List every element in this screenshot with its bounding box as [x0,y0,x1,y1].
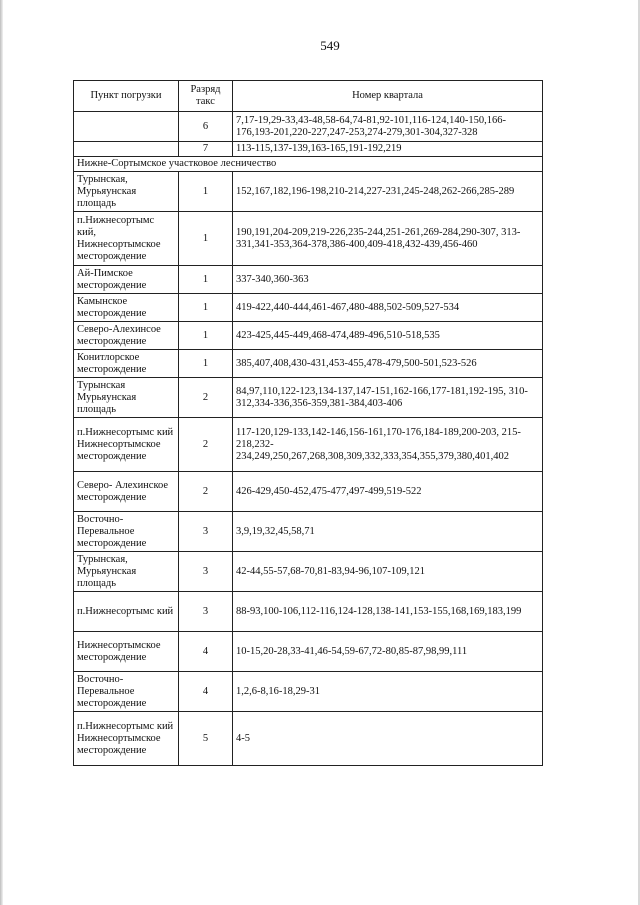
cell-loading-point: Северо-Алехинсоe месторождение [74,322,179,350]
cell-rate-class: 6 [179,112,233,142]
cell-loading-point: Турынская Мурьяунская площадь [74,378,179,418]
header-block-number: Номер квартала [233,81,543,112]
cell-block-numbers: 190,191,204-209,219-226,235-244,251-261,269-284,290-307, 313-331,341-353,364-378,386-400,409-418,432-439,456-460 [233,212,543,266]
page-number: 549 [320,38,340,53]
table-row [74,322,543,350]
cell-block-numbers: 3,9,19,32,45,58,71 [233,512,543,552]
table-row [74,418,543,472]
table-row [74,212,543,266]
cell-loading-point [74,112,179,142]
cell-block-numbers: 84,97,110,122-123,134-137,147-151,162-166,177-181,192-195, 310-312,334-336,356-359,381-384,403-406 [233,378,543,418]
cell-block-numbers: 4-5 [233,712,543,766]
cell-block-numbers: 42-44,55-57,68-70,81-83,94-96,107-109,121 [233,552,543,592]
section-title: Нижне-Сортымское участковое лесничество [74,157,543,172]
cell-loading-point: Нижнесортымское месторождение [74,632,179,672]
cell-rate-class: 7 [179,142,233,157]
header-loading-point: Пункт погрузки [74,81,179,112]
table-row [74,112,543,142]
cell-block-numbers: 337-340,360-363 [233,266,543,294]
cell-rate-class: 1 [179,212,233,266]
cell-block-numbers: 7,17-19,29-33,43-48,58-64,74-81,92-101,116-124,140-150,166-176,193-201,220-227,247-253,274-279,301-304,327-328 [233,112,543,142]
table-row [74,552,543,592]
cell-rate-class: 4 [179,632,233,672]
cell-block-numbers: 152,167,182,196-198,210-214,227-231,245-248,262-266,285-289 [233,172,543,212]
cell-block-numbers: 10-15,20-28,33-41,46-54,59-67,72-80,85-87,98,99,111 [233,632,543,672]
scan-left-edge [0,0,3,905]
table-row [74,157,543,172]
header-rate-class: Разряд такс [179,81,233,112]
cell-block-numbers: 117-120,129-133,142-146,156-161,170-176,184-189,200-203, 215-218,232- 234,249,250,267,268,308,309,332,333,354,355,379,380,401,402 [233,418,543,472]
logging-points-table [73,80,543,766]
cell-rate-class: 2 [179,378,233,418]
cell-rate-class: 1 [179,294,233,322]
cell-loading-point: Турынская, Мурьяунская площадь [74,552,179,592]
cell-block-numbers: 113-115,137-139,163-165,191-192,219 [233,142,543,157]
cell-loading-point: Ай-Пимское месторождение [74,266,179,294]
cell-rate-class: 2 [179,472,233,512]
table-row [74,142,543,157]
cell-rate-class: 3 [179,552,233,592]
table-row [74,378,543,418]
cell-loading-point: Северо- Алехинское месторождение [74,472,179,512]
cell-block-numbers: 419-422,440-444,461-467,480-488,502-509,527-534 [233,294,543,322]
cell-loading-point: Турынская, Мурьяунская площадь [74,172,179,212]
table-row [74,472,543,512]
cell-rate-class: 1 [179,322,233,350]
cell-loading-point: Конитлорское месторождение [74,350,179,378]
cell-loading-point: Восточно- Перевальное месторождение [74,512,179,552]
cell-rate-class: 5 [179,712,233,766]
cell-block-numbers: 426-429,450-452,475-477,497-499,519-522 [233,472,543,512]
cell-block-numbers: 385,407,408,430-431,453-455,478-479,500-501,523-526 [233,350,543,378]
table-row [74,294,543,322]
table-row [74,592,543,632]
table-row [74,172,543,212]
table-row [74,512,543,552]
cell-block-numbers: 1,2,6-8,16-18,29-31 [233,672,543,712]
cell-loading-point: п.Нижнесортымс кий, Нижнесортымское месторождение [74,212,179,266]
table-row [74,712,543,766]
cell-loading-point: п.Нижнесортымс кий Нижнесортымское месторождение [74,418,179,472]
cell-block-numbers: 423-425,445-449,468-474,489-496,510-518,535 [233,322,543,350]
table-row [74,672,543,712]
cell-rate-class: 1 [179,266,233,294]
cell-rate-class: 1 [179,350,233,378]
table-row [74,350,543,378]
cell-rate-class: 3 [179,512,233,552]
table-body [74,112,543,766]
cell-loading-point: Восточно- Перевальное месторождение [74,672,179,712]
cell-loading-point: Камынское месторождение [74,294,179,322]
cell-rate-class: 3 [179,592,233,632]
cell-rate-class: 2 [179,418,233,472]
table-row [74,266,543,294]
cell-loading-point: п.Нижнесортымс кий Нижнесортымское месторождение [74,712,179,766]
cell-loading-point [74,142,179,157]
table-row [74,632,543,672]
cell-rate-class: 1 [179,172,233,212]
table-header-row [74,81,543,112]
cell-block-numbers: 88-93,100-106,112-116,124-128,138-141,153-155,168,169,183,199 [233,592,543,632]
cell-rate-class: 4 [179,672,233,712]
cell-loading-point: п.Нижнесортымс кий [74,592,179,632]
